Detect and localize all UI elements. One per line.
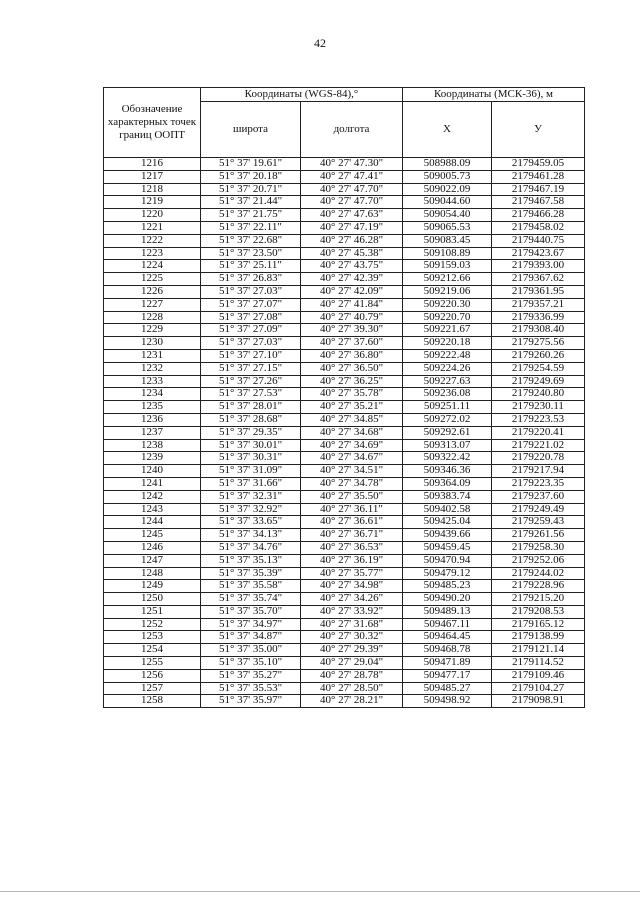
x-coordinate-cell: 509159.03	[403, 260, 492, 273]
table-row	[104, 452, 585, 465]
x-coordinate-cell: 509251.11	[403, 401, 492, 414]
point-id-cell: 1230	[104, 337, 201, 350]
point-id-cell: 1241	[104, 477, 201, 490]
longitude-cell: 40° 27' 30.32"	[301, 631, 403, 644]
point-id-cell: 1254	[104, 644, 201, 657]
y-coordinate-cell: 2179259.43	[492, 516, 585, 529]
table-row	[104, 516, 585, 529]
y-coordinate-cell: 2179230.11	[492, 401, 585, 414]
table-row	[104, 593, 585, 606]
point-id-cell: 1231	[104, 349, 201, 362]
x-coordinate-cell: 509236.08	[403, 388, 492, 401]
y-coordinate-cell: 2179275.56	[492, 337, 585, 350]
longitude-cell: 40° 27' 34.26"	[301, 593, 403, 606]
x-coordinate-cell: 509477.17	[403, 669, 492, 682]
table-row	[104, 234, 585, 247]
table-row	[104, 580, 585, 593]
y-coordinate-cell: 2179244.02	[492, 567, 585, 580]
point-id-cell: 1248	[104, 567, 201, 580]
latitude-cell: 51° 37' 35.97"	[201, 695, 301, 708]
y-coordinate-cell: 2179228.96	[492, 580, 585, 593]
point-id-cell: 1242	[104, 490, 201, 503]
y-coordinate-cell: 2179223.53	[492, 413, 585, 426]
y-coordinate-cell: 2179249.49	[492, 503, 585, 516]
latitude-cell: 51° 37' 35.00"	[201, 644, 301, 657]
point-id-cell: 1236	[104, 413, 201, 426]
y-coordinate-cell: 2179220.41	[492, 426, 585, 439]
y-coordinate-cell: 2179261.56	[492, 529, 585, 542]
x-coordinate-cell: 509364.09	[403, 477, 492, 490]
longitude-cell: 40° 27' 34.98"	[301, 580, 403, 593]
table-row	[104, 158, 585, 171]
table-row	[104, 477, 585, 490]
table-row	[104, 554, 585, 567]
y-coordinate-cell: 2179254.59	[492, 362, 585, 375]
point-id-cell: 1233	[104, 375, 201, 388]
table-row	[104, 682, 585, 695]
point-id-cell: 1232	[104, 362, 201, 375]
table-row	[104, 324, 585, 337]
table-row	[104, 273, 585, 286]
x-coordinate-cell: 509224.26	[403, 362, 492, 375]
longitude-cell: 40° 27' 34.78"	[301, 477, 403, 490]
x-coordinate-cell: 509219.06	[403, 285, 492, 298]
table-row	[104, 490, 585, 503]
table-row	[104, 311, 585, 324]
point-id-cell: 1229	[104, 324, 201, 337]
y-coordinate-cell: 2179252.06	[492, 554, 585, 567]
latitude-cell: 51° 37' 31.09"	[201, 465, 301, 478]
longitude-cell: 40° 27' 47.70"	[301, 196, 403, 209]
point-id-cell: 1246	[104, 541, 201, 554]
x-coordinate-cell: 509498.92	[403, 695, 492, 708]
point-id-cell: 1222	[104, 234, 201, 247]
latitude-cell: 51° 37' 27.15"	[201, 362, 301, 375]
point-id-cell: 1218	[104, 183, 201, 196]
y-coordinate-cell: 2179458.02	[492, 221, 585, 234]
y-coordinate-cell: 2179466.28	[492, 209, 585, 222]
point-id-cell: 1253	[104, 631, 201, 644]
table-row	[104, 285, 585, 298]
table-row	[104, 618, 585, 631]
latitude-cell: 51° 37' 21.75"	[201, 209, 301, 222]
x-coordinate-cell: 509467.11	[403, 618, 492, 631]
header-latitude: широта	[201, 102, 301, 158]
point-id-cell: 1221	[104, 221, 201, 234]
latitude-cell: 51° 37' 35.53"	[201, 682, 301, 695]
longitude-cell: 40° 27' 34.67"	[301, 452, 403, 465]
point-id-cell: 1237	[104, 426, 201, 439]
point-id-cell: 1226	[104, 285, 201, 298]
point-id-cell: 1243	[104, 503, 201, 516]
longitude-cell: 40° 27' 34.85"	[301, 413, 403, 426]
x-coordinate-cell: 509489.13	[403, 605, 492, 618]
longitude-cell: 40° 27' 42.39"	[301, 273, 403, 286]
x-coordinate-cell: 508988.09	[403, 158, 492, 171]
header-x: X	[403, 102, 492, 158]
latitude-cell: 51° 37' 29.35"	[201, 426, 301, 439]
y-coordinate-cell: 2179459.05	[492, 158, 585, 171]
longitude-cell: 40° 27' 47.41"	[301, 170, 403, 183]
longitude-cell: 40° 27' 43.75"	[301, 260, 403, 273]
latitude-cell: 51° 37' 28.01"	[201, 401, 301, 414]
y-coordinate-cell: 2179217.94	[492, 465, 585, 478]
point-id-cell: 1234	[104, 388, 201, 401]
point-id-cell: 1216	[104, 158, 201, 171]
table-row	[104, 221, 585, 234]
x-coordinate-cell: 509227.63	[403, 375, 492, 388]
longitude-cell: 40° 27' 41.84"	[301, 298, 403, 311]
longitude-cell: 40° 27' 39.30"	[301, 324, 403, 337]
x-coordinate-cell: 509220.30	[403, 298, 492, 311]
latitude-cell: 51° 37' 27.53"	[201, 388, 301, 401]
x-coordinate-cell: 509221.67	[403, 324, 492, 337]
header-longitude: долгота	[301, 102, 403, 158]
table-row	[104, 644, 585, 657]
y-coordinate-cell: 2179258.30	[492, 541, 585, 554]
latitude-cell: 51° 37' 27.03"	[201, 285, 301, 298]
y-coordinate-cell: 2179461.28	[492, 170, 585, 183]
y-coordinate-cell: 2179220.78	[492, 452, 585, 465]
point-id-cell: 1240	[104, 465, 201, 478]
longitude-cell: 40° 27' 35.77"	[301, 567, 403, 580]
table-row	[104, 298, 585, 311]
point-id-cell: 1251	[104, 605, 201, 618]
table-row	[104, 247, 585, 260]
point-id-cell: 1258	[104, 695, 201, 708]
x-coordinate-cell: 509212.66	[403, 273, 492, 286]
x-coordinate-cell: 509222.48	[403, 349, 492, 362]
x-coordinate-cell: 509479.12	[403, 567, 492, 580]
latitude-cell: 51° 37' 34.97"	[201, 618, 301, 631]
x-coordinate-cell: 509346.36	[403, 465, 492, 478]
table-row	[104, 170, 585, 183]
table-row	[104, 669, 585, 682]
point-id-cell: 1249	[104, 580, 201, 593]
y-coordinate-cell: 2179114.52	[492, 657, 585, 670]
x-coordinate-cell: 509471.89	[403, 657, 492, 670]
x-coordinate-cell: 509108.89	[403, 247, 492, 260]
y-coordinate-cell: 2179467.58	[492, 196, 585, 209]
latitude-cell: 51° 37' 27.10"	[201, 349, 301, 362]
point-id-cell: 1227	[104, 298, 201, 311]
point-id-cell: 1219	[104, 196, 201, 209]
latitude-cell: 51° 37' 32.31"	[201, 490, 301, 503]
header-point-designation: Обозначение характерных точек границ ООПТ	[104, 88, 201, 158]
longitude-cell: 40° 27' 33.92"	[301, 605, 403, 618]
latitude-cell: 51° 37' 25.11"	[201, 260, 301, 273]
longitude-cell: 40° 27' 46.28"	[301, 234, 403, 247]
x-coordinate-cell: 509272.02	[403, 413, 492, 426]
x-coordinate-cell: 509220.18	[403, 337, 492, 350]
point-id-cell: 1255	[104, 657, 201, 670]
latitude-cell: 51° 37' 34.76"	[201, 541, 301, 554]
header-y: У	[492, 102, 585, 158]
latitude-cell: 51° 37' 35.70"	[201, 605, 301, 618]
x-coordinate-cell: 509065.53	[403, 221, 492, 234]
longitude-cell: 40° 27' 47.19"	[301, 221, 403, 234]
point-id-cell: 1250	[104, 593, 201, 606]
table-row	[104, 605, 585, 618]
longitude-cell: 40° 27' 34.68"	[301, 426, 403, 439]
y-coordinate-cell: 2179336.99	[492, 311, 585, 324]
table-row	[104, 362, 585, 375]
x-coordinate-cell: 509485.27	[403, 682, 492, 695]
table-row	[104, 695, 585, 708]
y-coordinate-cell: 2179098.91	[492, 695, 585, 708]
longitude-cell: 40° 27' 34.69"	[301, 439, 403, 452]
table-row	[104, 388, 585, 401]
table-row	[104, 439, 585, 452]
latitude-cell: 51° 37' 35.27"	[201, 669, 301, 682]
longitude-cell: 40° 27' 42.09"	[301, 285, 403, 298]
y-coordinate-cell: 2179215.20	[492, 593, 585, 606]
latitude-cell: 51° 37' 27.09"	[201, 324, 301, 337]
longitude-cell: 40° 27' 36.71"	[301, 529, 403, 542]
latitude-cell: 51° 37' 32.92"	[201, 503, 301, 516]
latitude-cell: 51° 37' 34.13"	[201, 529, 301, 542]
latitude-cell: 51° 37' 35.13"	[201, 554, 301, 567]
latitude-cell: 51° 37' 22.68"	[201, 234, 301, 247]
x-coordinate-cell: 509470.94	[403, 554, 492, 567]
longitude-cell: 40° 27' 28.50"	[301, 682, 403, 695]
x-coordinate-cell: 509005.73	[403, 170, 492, 183]
longitude-cell: 40° 27' 36.80"	[301, 349, 403, 362]
latitude-cell: 51° 37' 31.66"	[201, 477, 301, 490]
point-id-cell: 1252	[104, 618, 201, 631]
y-coordinate-cell: 2179237.60	[492, 490, 585, 503]
point-id-cell: 1228	[104, 311, 201, 324]
latitude-cell: 51° 37' 27.03"	[201, 337, 301, 350]
y-coordinate-cell: 2179467.19	[492, 183, 585, 196]
longitude-cell: 40° 27' 40.79"	[301, 311, 403, 324]
point-id-cell: 1223	[104, 247, 201, 260]
table-row	[104, 657, 585, 670]
x-coordinate-cell: 509485.23	[403, 580, 492, 593]
x-coordinate-cell: 509464.45	[403, 631, 492, 644]
x-coordinate-cell: 509490.20	[403, 593, 492, 606]
longitude-cell: 40° 27' 29.39"	[301, 644, 403, 657]
longitude-cell: 40° 27' 35.78"	[301, 388, 403, 401]
latitude-cell: 51° 37' 27.26"	[201, 375, 301, 388]
point-id-cell: 1257	[104, 682, 201, 695]
latitude-cell: 51° 37' 27.08"	[201, 311, 301, 324]
table-row	[104, 503, 585, 516]
latitude-cell: 51° 37' 30.31"	[201, 452, 301, 465]
y-coordinate-cell: 2179165.12	[492, 618, 585, 631]
table-row	[104, 337, 585, 350]
y-coordinate-cell: 2179249.69	[492, 375, 585, 388]
x-coordinate-cell: 509459.45	[403, 541, 492, 554]
y-coordinate-cell: 2179109.46	[492, 669, 585, 682]
point-id-cell: 1225	[104, 273, 201, 286]
table-row	[104, 349, 585, 362]
longitude-cell: 40° 27' 35.50"	[301, 490, 403, 503]
y-coordinate-cell: 2179308.40	[492, 324, 585, 337]
latitude-cell: 51° 37' 23.50"	[201, 247, 301, 260]
longitude-cell: 40° 27' 47.63"	[301, 209, 403, 222]
x-coordinate-cell: 509383.74	[403, 490, 492, 503]
latitude-cell: 51° 37' 21.44"	[201, 196, 301, 209]
y-coordinate-cell: 2179104.27	[492, 682, 585, 695]
latitude-cell: 51° 37' 28.68"	[201, 413, 301, 426]
x-coordinate-cell: 509313.07	[403, 439, 492, 452]
longitude-cell: 40° 27' 36.19"	[301, 554, 403, 567]
latitude-cell: 51° 37' 19.61"	[201, 158, 301, 171]
latitude-cell: 51° 37' 20.71"	[201, 183, 301, 196]
x-coordinate-cell: 509044.60	[403, 196, 492, 209]
x-coordinate-cell: 509022.09	[403, 183, 492, 196]
latitude-cell: 51° 37' 35.39"	[201, 567, 301, 580]
point-id-cell: 1247	[104, 554, 201, 567]
x-coordinate-cell: 509220.70	[403, 311, 492, 324]
longitude-cell: 40° 27' 36.61"	[301, 516, 403, 529]
longitude-cell: 40° 27' 45.38"	[301, 247, 403, 260]
latitude-cell: 51° 37' 30.01"	[201, 439, 301, 452]
longitude-cell: 40° 27' 35.21"	[301, 401, 403, 414]
latitude-cell: 51° 37' 26.83"	[201, 273, 301, 286]
y-coordinate-cell: 2179357.21	[492, 298, 585, 311]
longitude-cell: 40° 27' 36.50"	[301, 362, 403, 375]
y-coordinate-cell: 2179208.53	[492, 605, 585, 618]
x-coordinate-cell: 509292.61	[403, 426, 492, 439]
point-id-cell: 1238	[104, 439, 201, 452]
point-id-cell: 1235	[104, 401, 201, 414]
point-id-cell: 1245	[104, 529, 201, 542]
latitude-cell: 51° 37' 35.10"	[201, 657, 301, 670]
page-bottom-divider	[0, 891, 640, 892]
longitude-cell: 40° 27' 36.11"	[301, 503, 403, 516]
latitude-cell: 51° 37' 35.74"	[201, 593, 301, 606]
y-coordinate-cell: 2179221.02	[492, 439, 585, 452]
x-coordinate-cell: 509083.45	[403, 234, 492, 247]
longitude-cell: 40° 27' 47.30"	[301, 158, 403, 171]
table-body	[104, 158, 585, 708]
longitude-cell: 40° 27' 37.60"	[301, 337, 403, 350]
point-id-cell: 1244	[104, 516, 201, 529]
x-coordinate-cell: 509402.58	[403, 503, 492, 516]
y-coordinate-cell: 2179138.99	[492, 631, 585, 644]
longitude-cell: 40° 27' 36.25"	[301, 375, 403, 388]
longitude-cell: 40° 27' 31.68"	[301, 618, 403, 631]
longitude-cell: 40° 27' 36.53"	[301, 541, 403, 554]
point-id-cell: 1220	[104, 209, 201, 222]
x-coordinate-cell: 509322.42	[403, 452, 492, 465]
table-row	[104, 401, 585, 414]
y-coordinate-cell: 2179223.35	[492, 477, 585, 490]
table-row	[104, 196, 585, 209]
table-header	[104, 88, 585, 158]
y-coordinate-cell: 2179361.95	[492, 285, 585, 298]
longitude-cell: 40° 27' 28.78"	[301, 669, 403, 682]
x-coordinate-cell: 509425.04	[403, 516, 492, 529]
x-coordinate-cell: 509054.40	[403, 209, 492, 222]
header-wgs84-group: Координаты (WGS-84),°	[201, 88, 403, 102]
longitude-cell: 40° 27' 29.04"	[301, 657, 403, 670]
table-row	[104, 426, 585, 439]
y-coordinate-cell: 2179423.67	[492, 247, 585, 260]
latitude-cell: 51° 37' 33.65"	[201, 516, 301, 529]
point-id-cell: 1256	[104, 669, 201, 682]
y-coordinate-cell: 2179367.62	[492, 273, 585, 286]
table-row	[104, 413, 585, 426]
table-row	[104, 541, 585, 554]
page-number: 42	[314, 36, 326, 50]
table-row	[104, 260, 585, 273]
table-row	[104, 375, 585, 388]
latitude-cell: 51° 37' 20.18"	[201, 170, 301, 183]
point-id-cell: 1224	[104, 260, 201, 273]
longitude-cell: 40° 27' 28.21"	[301, 695, 403, 708]
latitude-cell: 51° 37' 35.58"	[201, 580, 301, 593]
table-row	[104, 529, 585, 542]
y-coordinate-cell: 2179240.80	[492, 388, 585, 401]
y-coordinate-cell: 2179440.75	[492, 234, 585, 247]
x-coordinate-cell: 509468.78	[403, 644, 492, 657]
table-row	[104, 631, 585, 644]
y-coordinate-cell: 2179260.26	[492, 349, 585, 362]
table-row	[104, 183, 585, 196]
latitude-cell: 51° 37' 27.07"	[201, 298, 301, 311]
longitude-cell: 40° 27' 47.70"	[301, 183, 403, 196]
latitude-cell: 51° 37' 34.87"	[201, 631, 301, 644]
longitude-cell: 40° 27' 34.51"	[301, 465, 403, 478]
table-row	[104, 567, 585, 580]
point-id-cell: 1239	[104, 452, 201, 465]
table-row	[104, 465, 585, 478]
table-row	[104, 209, 585, 222]
point-id-cell: 1217	[104, 170, 201, 183]
latitude-cell: 51° 37' 22.11"	[201, 221, 301, 234]
y-coordinate-cell: 2179121.14	[492, 644, 585, 657]
header-msk36-group: Координаты (МСК-36), м	[403, 88, 585, 102]
x-coordinate-cell: 509439.66	[403, 529, 492, 542]
coordinates-table	[103, 87, 585, 708]
y-coordinate-cell: 2179393.00	[492, 260, 585, 273]
